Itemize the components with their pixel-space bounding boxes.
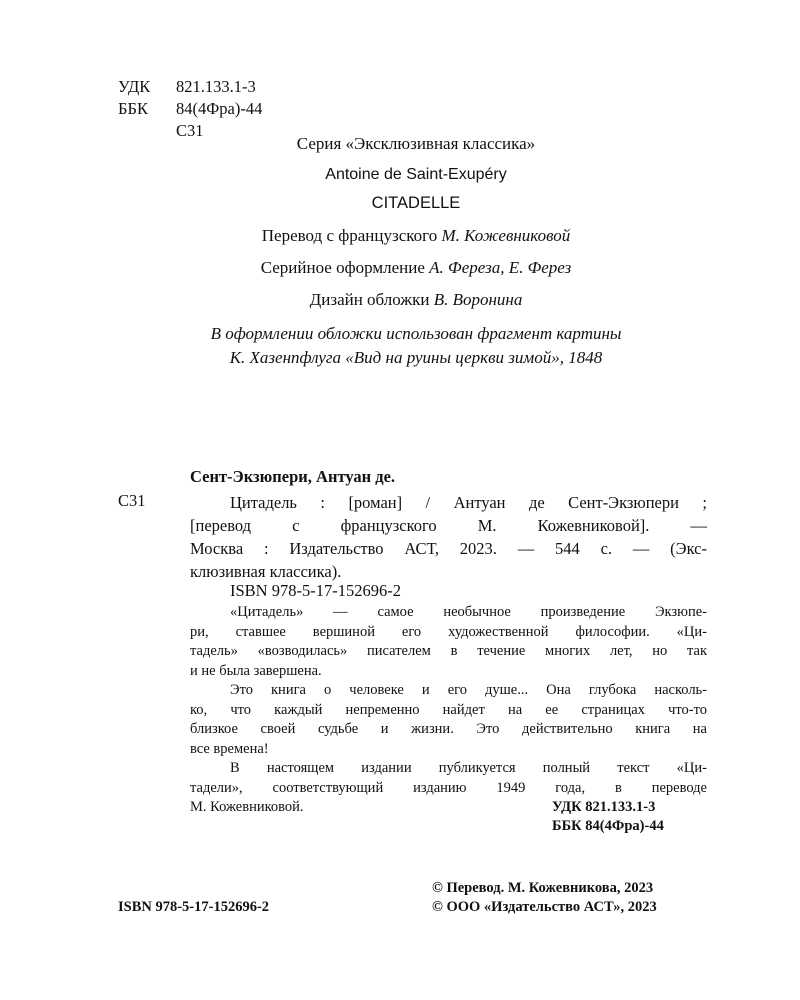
cover-note-line: К. Хазенпфлуга «Вид на руины церкви зимой», 1848 [229,348,603,367]
author-mark: С31 [176,121,204,140]
cover-note-line: В оформлении обложки использован фрагмент картины [210,324,622,343]
annotation-line: Это книга о человеке и его душе... Она глубока насколь- [230,682,707,698]
annotation-line: близкое своей судьбе и жизни. Это действительно книга на [190,721,707,737]
cover-design-credit [118,290,714,310]
translation-prefix: Перевод с французского [261,226,438,245]
copyright-publisher: © ООО «Издательство АСТ», 2023 [432,899,657,915]
bib-author-mark: С31 [118,491,146,510]
serial-design-prefix: Серийное оформление [260,258,425,277]
original-title: CITADELLE [371,194,461,212]
bottom-bbk: ББК 84(4Фра)-44 [552,818,664,834]
annotation-line: и не была завершена. [190,662,322,679]
bottom-codes [552,798,664,836]
classification-codes [118,76,262,142]
annotation-line: В настоящем издании публикуется полный текст «Ци- [230,760,707,776]
bib-isbn: ISBN 978-5-17-152696-2 [230,581,401,600]
annotation-line: все времена! [190,740,269,757]
serial-design-credit [118,258,714,278]
bib-line: Москва : Издательство АСТ, 2023. — 544 с. — (Экс- [190,539,707,558]
original-author: Antoine de Saint-Exupéry [325,166,507,183]
annotation [190,603,707,818]
bib-line: клюзивная классика). [190,562,342,581]
annotation-line: ри, ставшее вершиной его художественной философии. «Ци- [190,623,707,640]
series-line: Серия «Эксклюзивная классика» [296,134,536,153]
bib-description [190,491,707,583]
annotation-line: тадели», соответствующий изданию 1949 года, в переводе [190,779,707,796]
translation-credit [118,226,714,246]
translator-name: М. Кожевниковой [441,226,571,245]
copyright-translation: © Перевод. М. Кожевникова, 2023 [432,880,654,896]
bib-line: Цитадель : [роман] / Антуан де Сент-Экзюпери ; [230,493,707,512]
bbk-value: 84(4Фра)-44 [176,99,263,118]
footer-copyrights [432,879,657,917]
bib-heading: Сент-Экзюпери, Антуан де. [190,467,396,486]
udk-row [118,76,262,98]
cover-design-prefix: Дизайн обложки [309,290,430,309]
udk-label: УДК [118,77,151,96]
bbk-row [118,98,262,120]
cover-note [118,322,714,370]
footer-isbn: ISBN 978-5-17-152696-2 [118,899,270,915]
annotation-line: М. Кожевниковой. [190,799,304,815]
bib-line: [перевод с французского М. Кожевниковой]. — [190,516,707,535]
cover-designer-name: В. Воронина [433,290,523,309]
bbk-label: ББК [118,99,148,118]
bottom-udk: УДК 821.133.1-3 [552,799,656,815]
annotation-line: «Цитадель» — самое необычное произведение Экзюпе- [230,604,707,620]
annotation-line: тадель» «возводилась» писателем в течение многих лет, но так [190,643,707,659]
serial-design-names: А. Фереза, Е. Ферез [429,258,572,277]
annotation-line: ко, что каждый непременно найдет на ее страницах что-то [190,701,707,718]
udk-value: 821.133.1-3 [176,77,256,96]
